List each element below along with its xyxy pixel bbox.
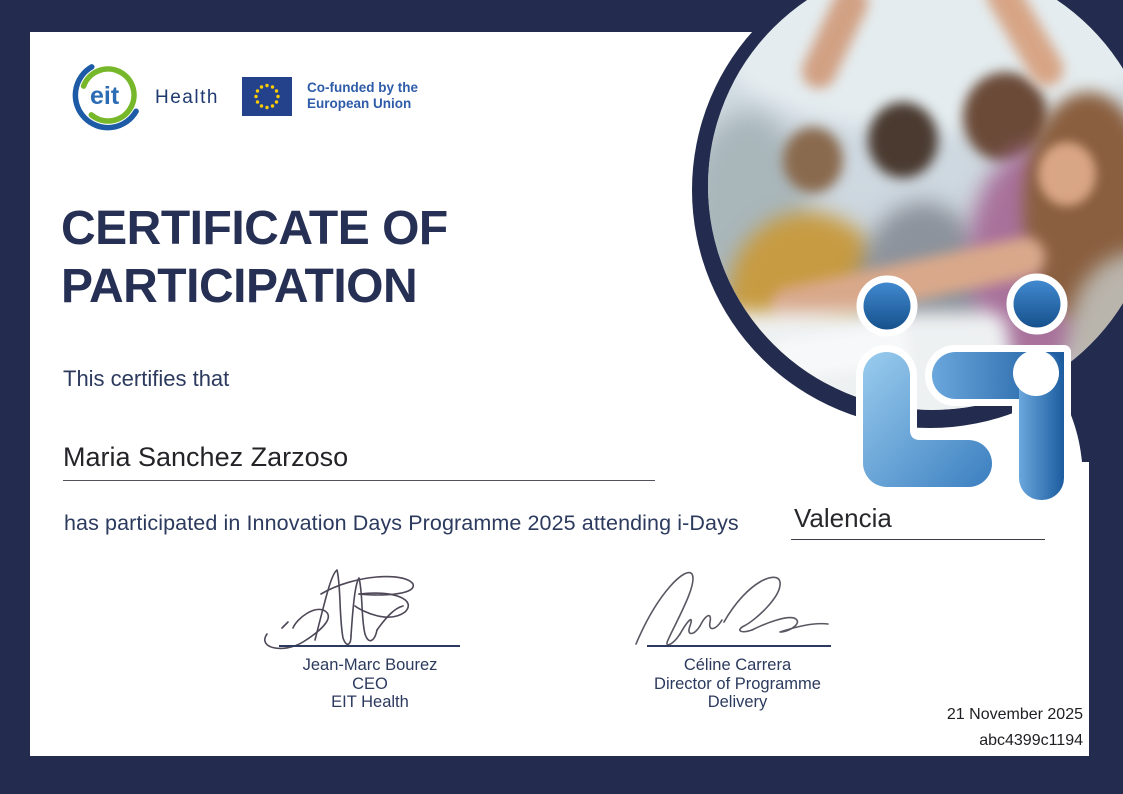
- signatory-1-name: Jean-Marc Bourez: [302, 656, 438, 674]
- signatory-1-role: CEO: [352, 674, 388, 693]
- photo-blob: [783, 127, 843, 193]
- signatory-2-name: Céline Carrera: [683, 656, 792, 674]
- photo-blob: [868, 102, 938, 178]
- certificate-footer: [947, 702, 1083, 754]
- issue-date: 21 November 2025: [946, 706, 1083, 723]
- event-location-underline: [791, 539, 1045, 540]
- certificate-title: [61, 200, 621, 316]
- title-line2: PARTICIPATION: [61, 260, 418, 313]
- eit-health-logo: [63, 56, 238, 140]
- certificate-code: abc4399c1194: [979, 732, 1083, 749]
- photo-blob: [1038, 142, 1096, 206]
- event-location: Valencia: [794, 503, 892, 533]
- signatory-1-org: EIT Health: [331, 693, 409, 711]
- signature-line-2: [647, 645, 831, 647]
- participant-name-underline: [63, 480, 655, 481]
- signatory-block-1: [270, 656, 470, 712]
- signatory-block-2: [615, 656, 860, 712]
- signature-jean-marc-bourez: [255, 556, 445, 656]
- signatory-2-role2: Delivery: [707, 693, 768, 711]
- eu-flag-icon: [242, 77, 292, 116]
- signature-celine-carrera: [628, 562, 843, 657]
- eit-logo-text: eit: [90, 82, 120, 110]
- eu-funding-line1: Co-funded by the: [307, 79, 418, 95]
- eu-funding-line2: European Union: [307, 96, 412, 111]
- signature-line-1: [279, 645, 460, 647]
- eu-funding-text: [307, 80, 418, 113]
- i-days-people-logo: [843, 268, 1077, 508]
- participation-statement: has participated in Innovation Days Programme 2025 attending i-Days: [64, 511, 739, 535]
- participant-name: Maria Sanchez Zarzoso: [63, 442, 349, 472]
- intro-text: This certifies that: [63, 366, 230, 391]
- health-logo-text: Health: [155, 87, 219, 108]
- eu-funding-block: [242, 73, 502, 119]
- title-line1: CERTIFICATE OF: [61, 202, 448, 255]
- signatory-2-role: Director of Programme: [654, 674, 821, 693]
